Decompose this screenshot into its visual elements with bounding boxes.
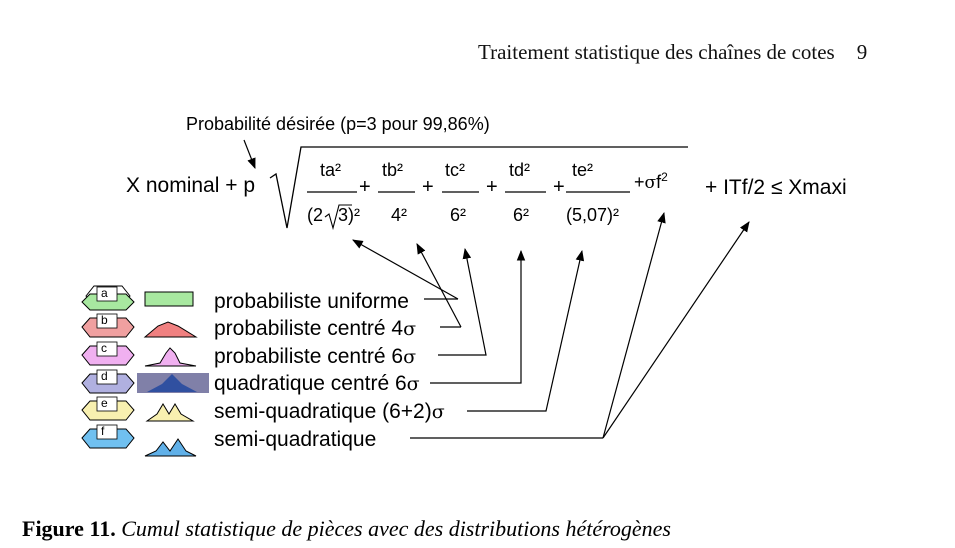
semi-quadratic-distribution-icon	[145, 439, 196, 456]
part-icon-a	[82, 286, 134, 310]
legend-key-f: f	[101, 424, 105, 438]
legend-label-f: semi-quadratique	[214, 428, 377, 451]
small-radical	[325, 205, 352, 228]
legend-key-d: d	[101, 369, 108, 383]
plus-sign: +	[422, 176, 434, 198]
part-icon-f	[82, 425, 134, 448]
legend-label-d: quadratique centré 6σ	[214, 372, 420, 395]
arrow-to-a	[353, 240, 458, 299]
part-icon-b	[82, 314, 134, 337]
centered-6sigma-distribution-icon	[145, 348, 196, 366]
plus-sign: +	[486, 176, 498, 198]
fraction-c-numerator: tc²	[445, 160, 465, 180]
legend-label-a: probabiliste uniforme	[214, 290, 409, 313]
header-title: Traitement statistique des chaînes de cotes	[478, 40, 835, 64]
fraction-a-denominator: (2 3)²	[307, 205, 361, 225]
plus-sign: +	[359, 176, 371, 198]
arrow-to-itf	[603, 222, 749, 438]
uniform-distribution-icon	[145, 292, 193, 306]
formula-right-term: + ITf/2 ≤ Xmaxi	[705, 176, 847, 199]
part-icon-c	[82, 342, 134, 365]
fraction-e-denominator: (5,07)²	[566, 205, 620, 225]
fraction-e-numerator: te²	[572, 160, 594, 180]
fraction-b-numerator: tb²	[382, 160, 404, 180]
fraction-d-numerator: td²	[509, 160, 531, 180]
figure-label: Figure 11.	[22, 516, 116, 541]
arrow-to-b	[417, 244, 461, 327]
arrow-to-sigma	[603, 213, 664, 438]
legend-label-e: semi-quadratique (6+2)σ	[214, 400, 445, 423]
caption-text: Cumul statistique de pièces avec des distributions hétérogènes	[121, 516, 671, 541]
arrow-to-e	[467, 251, 582, 411]
part-icon-d	[82, 370, 134, 393]
legend-key-a: a	[101, 286, 108, 300]
plus-sign: +	[553, 176, 565, 198]
fraction-c-denominator: 6²	[450, 205, 467, 225]
legend-key-c: c	[101, 341, 107, 355]
arrow-to-c	[438, 249, 486, 355]
probability-arrow	[244, 140, 255, 168]
centered-4sigma-distribution-icon	[145, 322, 196, 337]
fraction-d-denominator: 6²	[513, 205, 530, 225]
formula-left-term: X nominal + p	[126, 174, 255, 197]
page-number: 9	[856, 40, 868, 64]
probability-label: Probabilité désirée (p=3 pour 99,86%)	[186, 114, 490, 134]
part-icon-e	[82, 397, 134, 420]
radical-sign	[270, 147, 688, 228]
semi-quadratic-62-distribution-icon	[147, 404, 193, 421]
fraction-a-numerator: ta²	[320, 160, 342, 180]
fraction-b-denominator: 4²	[391, 205, 408, 225]
legend-label-b: probabiliste centré 4σ	[214, 317, 417, 340]
legend-key-b: b	[101, 313, 108, 327]
arrow-to-d	[430, 251, 521, 383]
legend-label-c: probabiliste centré 6σ	[214, 345, 417, 368]
legend-key-e: e	[101, 396, 108, 410]
sigma-f-term: $+\sigma f^2$	[634, 170, 668, 193]
